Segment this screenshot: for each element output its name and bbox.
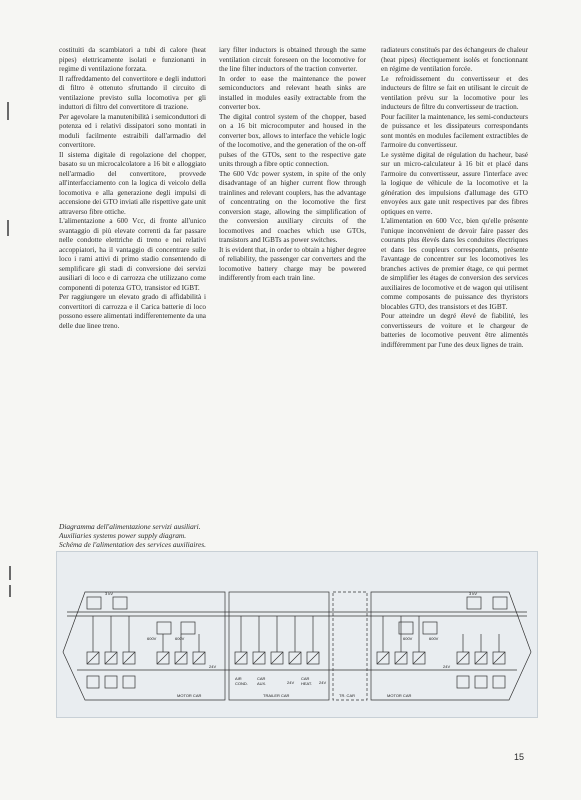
label-600v: 600V (403, 636, 413, 641)
label-3kv-left: 3 kV (105, 591, 114, 596)
label-line: COND. (235, 681, 248, 686)
label-3kv-right: 3 kV (469, 591, 478, 596)
margin-mark (7, 102, 9, 120)
label-24v: 24V (443, 664, 451, 669)
label-line: AIR (235, 676, 242, 681)
figure-caption (59, 522, 206, 550)
paragraph: Le refroidissement du convertisseur et des inducteurs de filtre se fait en utilisant le circuit de ventilation prévu sur la locomotive pour les inducteurs de filtre du convertisseur de traction. (381, 74, 528, 111)
caption-french: Schéma de l'alimentation des services auxiliaires. (59, 540, 207, 550)
paragraph: Il raffreddamento del convertitore e degli induttori di filtro è ottenuto sfruttando il circuito di ventilazione previsto sulla locomotiva per gli induttori di filtro del convertitore di trazione. (59, 74, 206, 111)
label-car-heat (301, 676, 312, 686)
label-car-aux (257, 676, 267, 686)
diagram-svg (57, 552, 537, 717)
label-600v: 600V (147, 636, 157, 641)
paragraph: radiateurs constitués par des échangeurs de chaleur (heat pipes) électiquement isolés et fonctionnant en régime de ventilation forcée. (381, 46, 528, 73)
paragraph: iary filter inductors is obtained through the same ventilation circuit foreseen on the locomotive for the line filter inductors of the traction converter. (219, 46, 366, 73)
label-24v: 24V (209, 664, 217, 669)
paragraph: In order to ease the maintenance the power semiconductors and relevant heath sinks are installed in modules easily extractable from the converter box. (219, 74, 366, 111)
paragraph: Il sistema digitale di regolazione del chopper, basato su un microcalcolatore a 16 bit e alloggiato nell'armadio del convertitore, provvede all'interfacciamento con la logica di veicolo della locomotiva e alla generazione degli impulsi di accensione dei GTO inviati alle rispettive gate unit attraverso fibre ottiche. (59, 150, 206, 216)
label-24v: 24V (287, 680, 295, 685)
label-line: AUX. (257, 681, 267, 686)
label-trailer-car: TRAILER CAR (263, 693, 290, 698)
paragraph: costituiti da scambiatori a tubi di calore (heat pipes) elettricamente isolati e funzionanti in regime di ventilazione forzata. (59, 46, 206, 73)
paragraph: L'alimentazione a 600 Vcc, di fronte all'unico svantaggio di più elevate correnti da far passare nelle condotte elettriche di treno e nei relativi accoppiatori, ha il vantaggio di concentrare sulle loco i rami attivi di primo stadio consentendo di semplificare gli stadi di conversione dei servizi ausiliari di loco e di carrozza che utilizzano come componenti di potenza GTO, transistor ed IGBT. (59, 217, 206, 292)
paragraph: Le système digital de régulation du hacheur, basé sur un micro-calculateur à 16 bit et placé dans l'armoire du convertisseur, assure l'interface avec la logique de véhicule de la locomotive et la génération des impulsions d'allumage des GTO envoyées aux gate unit respectives par des fibres optiques en verre. (381, 150, 528, 216)
paragraph: Per raggiungere un elevato grado di affidabilità i convertitori di carrozza e il Carica batterie di loco possono essere alimentati indifferentemente da una delle due linee treno. (59, 293, 206, 330)
label-air-cond (235, 676, 248, 686)
paragraph: Pour atteindre un degré élevé de fiabilité, les convertisseurs de voiture et le chargeur de batteries de locomotive peuvent être alimentés indifféremment par l'une des deux lignes de train. (381, 312, 528, 349)
margin-mark (7, 220, 9, 236)
french-text-column (381, 46, 528, 350)
power-supply-diagram (56, 551, 538, 718)
paragraph: Per agevolare la manutenibilità i semiconduttori di potenza ed i relativi dissipatori sono montati in moduli facilmente estraibili dall'armadio del convertitore. (59, 112, 206, 149)
label-line: CAR (257, 676, 266, 681)
paragraph: L'alimentation en 600 Vcc, bien qu'elle présente l'unique inconvénient de devoir faire passer des courants plus élevés dans les conduites électriques et dans les coupleurs correspondants, présente l'avantage de concentrer sur les locomotives les branches actives de premier étage, ce qui permet de simplifier les étages de conversion des services auxiliaires de locomotive et de wagon qui utilisent comme composants de puissance des thyristors blocables GTO, des transistors et des IGBT. (381, 217, 528, 311)
label-600v: 600V (175, 636, 185, 641)
label-motor-car-left: MOTOR CAR (177, 693, 202, 698)
paragraph: The digital control system of the chopper, based on a 16 bit microcomputer and housed in the converter box, allows to interface the vehicle logic of the locomotive, and the generation of the on-off pulses of the GTOs, sent to the respective gate units through a fibre optic connection. (219, 112, 366, 168)
label-line: HEAT. (301, 681, 313, 686)
label-600v: 600V (429, 636, 439, 641)
label-line: CAR (301, 676, 310, 681)
italian-text-column (59, 46, 206, 331)
tr-car-outline (333, 592, 367, 700)
margin-mark (9, 585, 11, 597)
label-24v: 24V (319, 680, 327, 685)
page-number: 15 (514, 752, 525, 762)
english-text-column (219, 46, 366, 284)
paragraph: It is evident that, in order to obtain a higher degree of reliability, the passenger car converters and the locomotive battery charge may be powered indifferently from each train line. (219, 245, 366, 282)
caption-english: Auxiliaries systems power supply diagram. (59, 531, 187, 541)
paragraph: The 600 Vdc power system, in spite of the only disadvantage of an higher current flow through trainlines and relevant couplers, has the advantage of concentrating on the locomotive the first conversion stage, allowing the simplification of the conversion auxiliary circuits of the locomotives and coaches which use GTOs, transistors and IGBTs as power switches. (219, 169, 366, 244)
caption-italian: Diagramma dell'alimentazione servizi ausiliari. (59, 522, 201, 531)
label-motor-car-right: MOTOR CAR (387, 693, 412, 698)
paragraph: Pour faciliter la maintenance, les semi-conducteurs de puissance et les dissipateurs correspondants sont montés en modules facilement extractibles de l'armoire du convertisseur. (381, 112, 528, 149)
label-tr-car: TR. CAR (339, 693, 355, 698)
margin-mark (9, 566, 11, 580)
